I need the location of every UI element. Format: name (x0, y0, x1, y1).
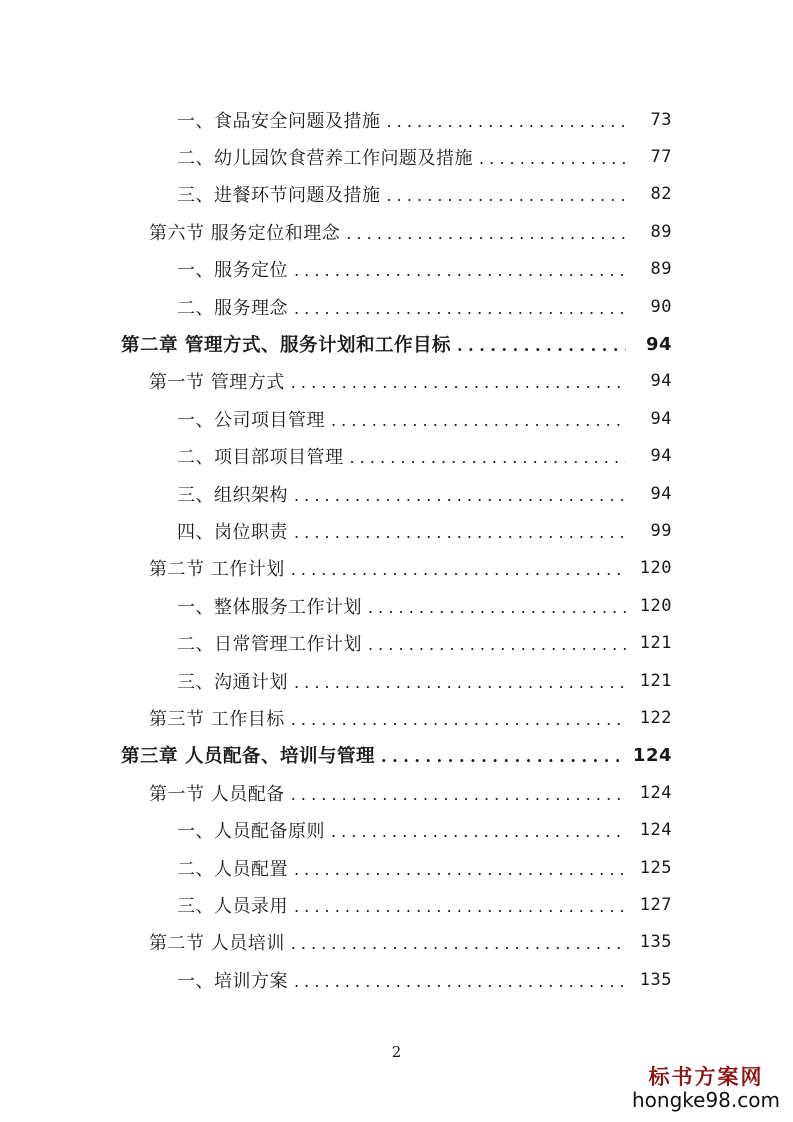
toc-page-number: 121 (639, 670, 672, 691)
toc-entry-title: 一、培训方案 (177, 970, 288, 992)
toc-entry-title: 一、整体服务工作计划 (177, 596, 362, 618)
toc-page-number: 89 (650, 259, 672, 280)
toc-item-row[interactable] (0, 400, 793, 437)
table-of-contents (0, 101, 793, 998)
toc-entry-title: 四、岗位职责 (177, 521, 288, 543)
toc-page-number: 124 (639, 782, 672, 803)
toc-page-number: 124 (632, 744, 672, 766)
toc-page-number: 82 (650, 184, 672, 205)
toc-dot-leader (291, 935, 626, 953)
toc-item-row[interactable] (0, 587, 793, 624)
toc-chapter-row[interactable] (0, 737, 793, 774)
toc-page-number: 94 (650, 483, 672, 504)
toc-entry-title: 二、人员配置 (177, 858, 288, 880)
toc-dot-leader (294, 487, 626, 505)
watermark-name: 标书方案网 (648, 1065, 764, 1089)
toc-item-row[interactable] (0, 961, 793, 998)
toc-entry-title: 一、服务定位 (177, 260, 288, 282)
toc-dot-leader (291, 561, 626, 579)
toc-page-number: 89 (650, 221, 672, 242)
toc-dot-leader (346, 225, 626, 243)
toc-item-row[interactable] (0, 886, 793, 923)
toc-entry-title: 三、人员录用 (177, 895, 288, 917)
toc-dot-leader (291, 786, 626, 804)
toc-page-number: 94 (645, 333, 672, 355)
toc-dot-leader (350, 449, 627, 467)
page-number: 2 (391, 1043, 402, 1061)
toc-page-number: 77 (650, 147, 672, 168)
toc-item-row[interactable] (0, 101, 793, 138)
toc-dot-leader (331, 823, 626, 841)
toc-section-row[interactable] (0, 213, 793, 250)
toc-item-row[interactable] (0, 849, 793, 886)
toc-item-row[interactable] (0, 251, 793, 288)
toc-dot-leader (479, 150, 626, 168)
toc-entry-title: 三、沟通计划 (177, 671, 288, 693)
toc-entry-title: 第三节 工作目标 (149, 708, 285, 730)
toc-entry-title: 三、组织架构 (177, 484, 288, 506)
toc-item-row[interactable] (0, 176, 793, 213)
toc-dot-leader (387, 113, 627, 131)
toc-item-row[interactable] (0, 662, 793, 699)
toc-page-number: 125 (639, 857, 672, 878)
toc-entry-title: 第一节 人员配备 (149, 783, 285, 805)
toc-entry-title: 第二节 工作计划 (149, 559, 285, 581)
toc-page-number: 121 (639, 633, 672, 654)
toc-item-row[interactable] (0, 624, 793, 661)
toc-page-number: 127 (639, 894, 672, 915)
toc-item-row[interactable] (0, 475, 793, 512)
toc-dot-leader (294, 973, 626, 991)
toc-section-row[interactable] (0, 774, 793, 811)
toc-page-number: 122 (639, 707, 672, 728)
toc-entry-title: 二、项目部项目管理 (177, 447, 344, 469)
watermark-logo (631, 1066, 781, 1111)
toc-dot-leader (368, 636, 626, 654)
toc-section-row[interactable] (0, 699, 793, 736)
toc-entry-title: 第二节 人员培训 (149, 933, 285, 955)
toc-dot-leader (368, 599, 626, 617)
toc-dot-leader (291, 374, 626, 392)
toc-chapter-row[interactable] (0, 325, 793, 362)
toc-dot-leader (381, 748, 626, 766)
toc-page-number: 99 (650, 520, 672, 541)
toc-dot-leader (291, 711, 626, 729)
toc-page-number: 94 (650, 446, 672, 467)
toc-item-row[interactable] (0, 138, 793, 175)
watermark-url: hongke98.com (632, 1088, 780, 1113)
toc-section-row[interactable] (0, 363, 793, 400)
toc-entry-title: 三、进餐环节问题及措施 (177, 185, 381, 207)
toc-page-number: 135 (639, 969, 672, 990)
toc-page-number: 120 (639, 558, 672, 579)
toc-dot-leader (294, 300, 626, 318)
toc-entry-title: 二、日常管理工作计划 (177, 634, 362, 656)
toc-item-row[interactable] (0, 288, 793, 325)
toc-dot-leader (294, 262, 626, 280)
toc-entry-title: 第一节 管理方式 (149, 372, 285, 394)
toc-dot-leader (331, 412, 626, 430)
toc-dot-leader (457, 337, 626, 355)
toc-page-number: 120 (639, 595, 672, 616)
toc-entry-title: 一、人员配备原则 (177, 821, 325, 843)
toc-page-number: 135 (639, 932, 672, 953)
toc-item-row[interactable] (0, 811, 793, 848)
toc-item-row[interactable] (0, 438, 793, 475)
toc-entry-title: 二、服务理念 (177, 297, 288, 319)
toc-section-row[interactable] (0, 550, 793, 587)
toc-dot-leader (294, 674, 626, 692)
toc-page-number: 94 (650, 371, 672, 392)
toc-dot-leader (294, 861, 626, 879)
toc-entry-title: 第六节 服务定位和理念 (149, 222, 341, 244)
toc-entry-title: 一、食品安全问题及措施 (177, 110, 381, 132)
toc-entry-title: 第三章 人员配备、培训与管理 (121, 746, 375, 768)
toc-page-number: 90 (650, 296, 672, 317)
toc-item-row[interactable] (0, 512, 793, 549)
toc-section-row[interactable] (0, 924, 793, 961)
toc-entry-title: 第二章 管理方式、服务计划和工作目标 (121, 335, 451, 357)
toc-entry-title: 二、幼儿园饮食营养工作问题及措施 (177, 148, 473, 170)
toc-dot-leader (294, 524, 626, 542)
toc-page-number: 73 (650, 109, 672, 130)
toc-dot-leader (294, 898, 626, 916)
toc-page-number: 94 (650, 408, 672, 429)
toc-page-number: 124 (639, 820, 672, 841)
toc-entry-title: 一、公司项目管理 (177, 409, 325, 431)
toc-dot-leader (387, 187, 627, 205)
